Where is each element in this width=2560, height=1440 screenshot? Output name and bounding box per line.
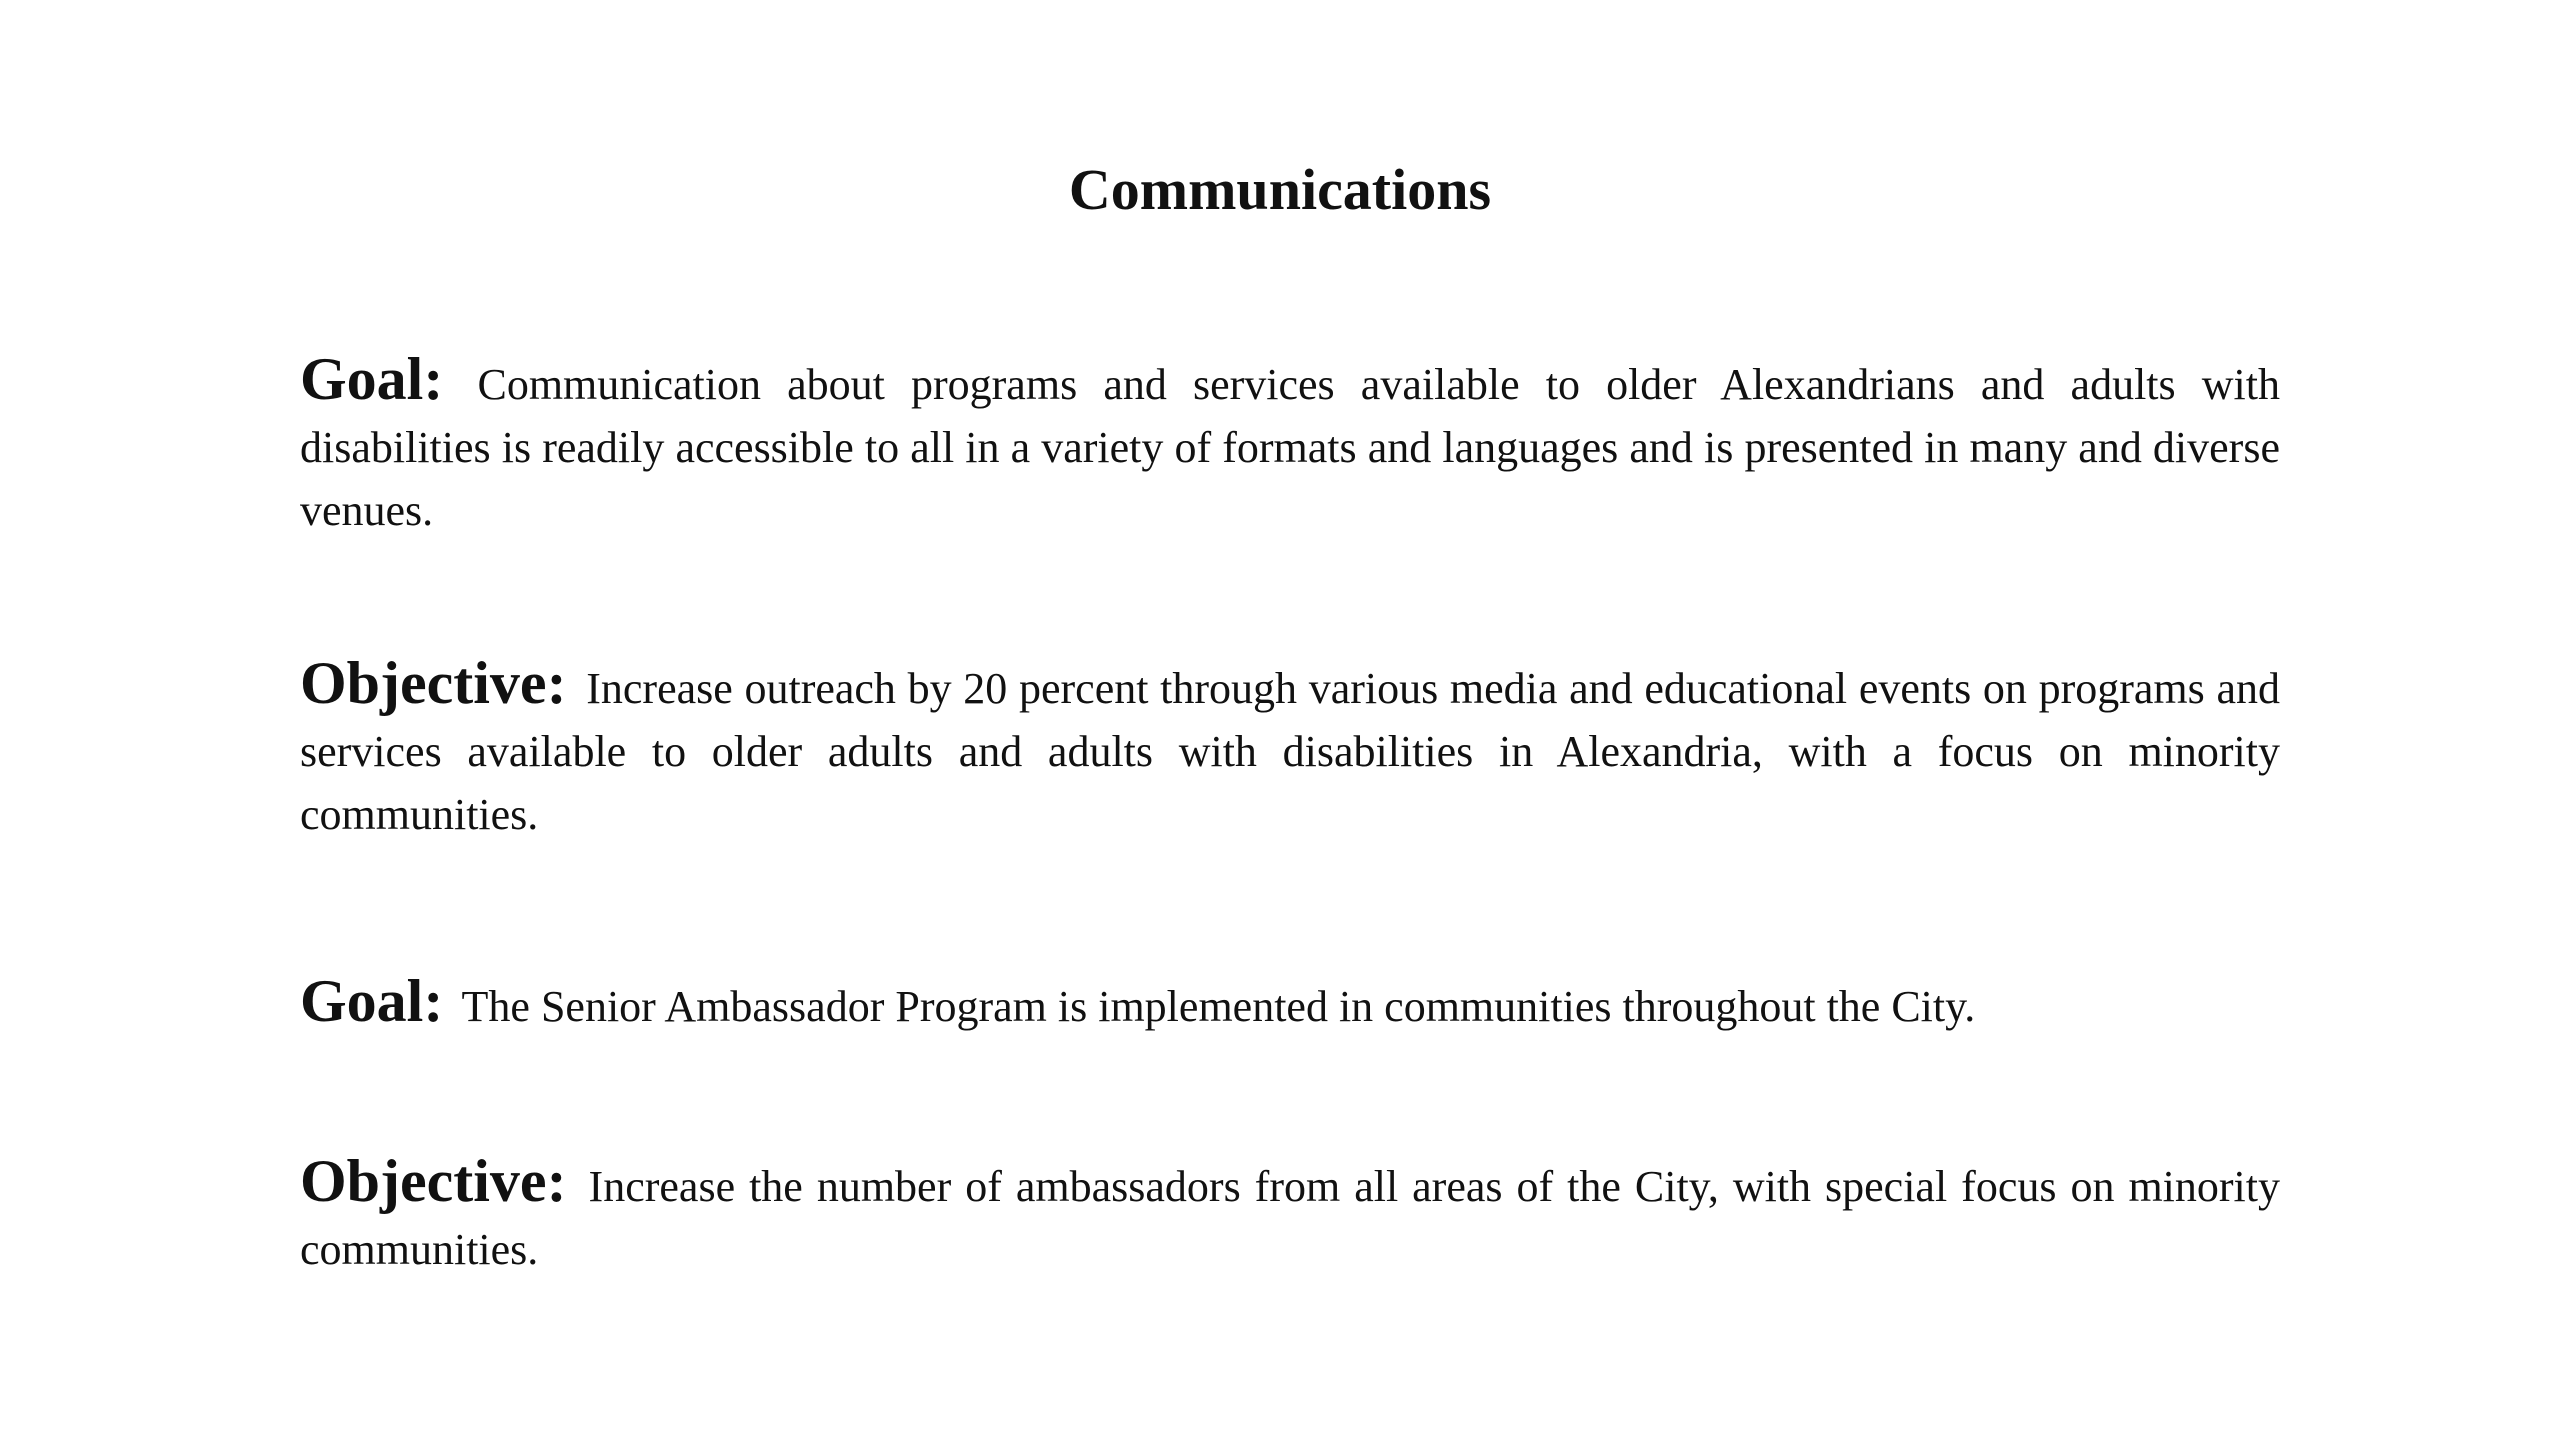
- goal-text: The Senior Ambassador Program is implemented in communities throughout the City.: [461, 982, 1976, 1031]
- goal-paragraph: [300, 348, 2280, 542]
- goal-text: Communication about programs and services available to older Alexandrians and adults with disabilities is readily accessible to all in a variety of formats and languages and is presented in many and diverse venues.: [300, 360, 2281, 535]
- objective-paragraph: [300, 1150, 2280, 1281]
- objective-paragraph: [300, 652, 2280, 846]
- objective-text: Increase the number of ambassadors from all areas of the City, with special focus on minority communities.: [300, 1162, 2281, 1274]
- objective-text: Increase outreach by 20 percent through various media and educational events on programs and services available to older adults and adults with disabilities in Alexandria, with a focus on minority communities.: [300, 664, 2280, 839]
- page-title: Communications: [1068, 157, 1492, 222]
- goal-label: Goal:: [300, 968, 444, 1034]
- objective-label: Objective:: [300, 1148, 567, 1214]
- goal-paragraph: [300, 970, 2280, 1038]
- goal-label: Goal:: [300, 346, 444, 412]
- objective-label: Objective:: [300, 650, 567, 716]
